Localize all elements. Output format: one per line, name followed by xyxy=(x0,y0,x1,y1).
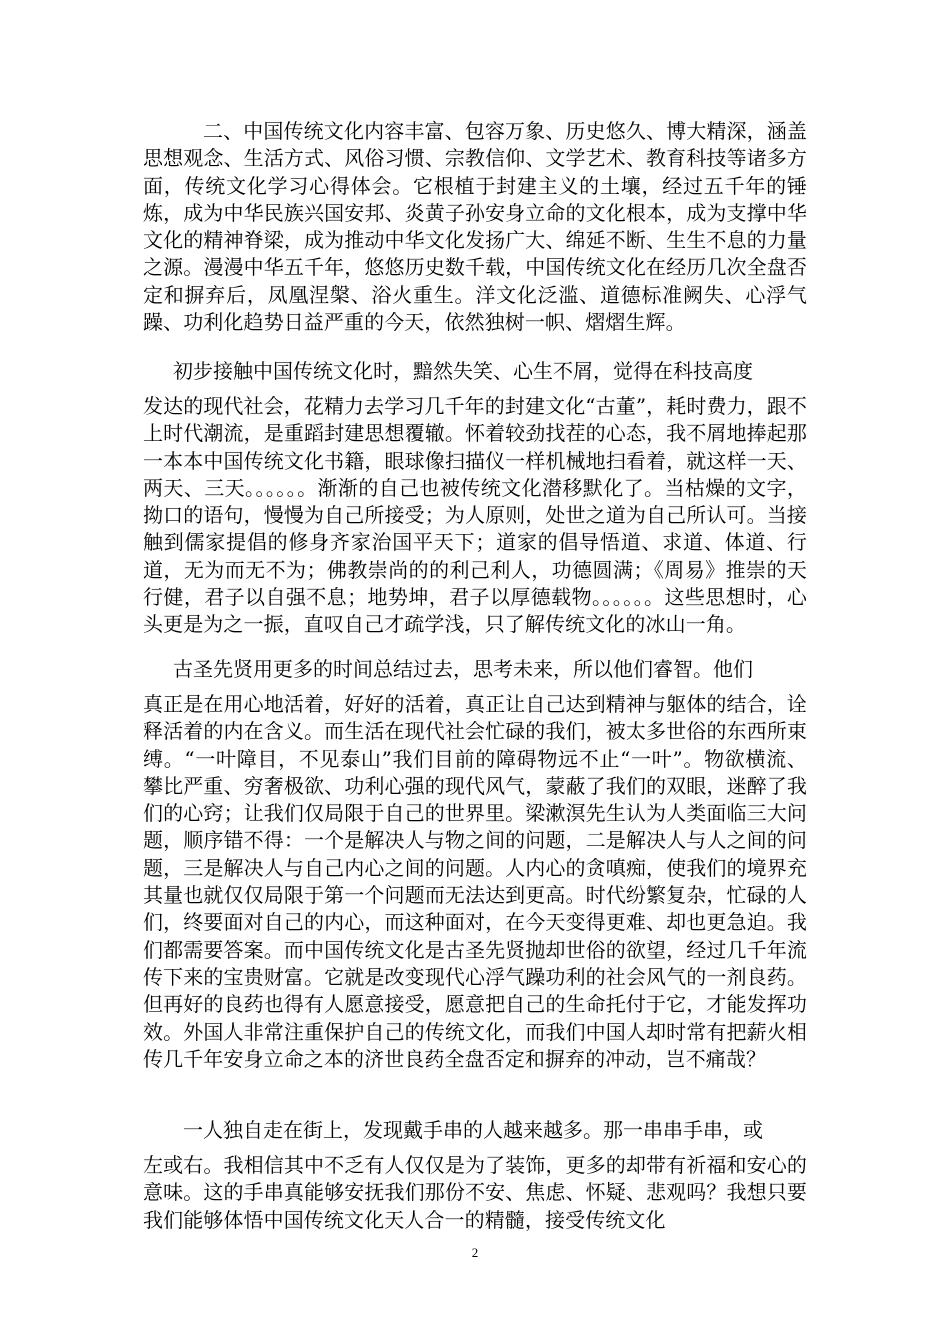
paragraph-sages-body: 真正是在用心地活着，好好的活着，真正让自己达到精神与躯体的结合，诠释活着的内在含义。而生活在现代社会忙碌的我们，被太多世俗的东西所束缚。“一叶障目，不见泰山”我们目前的障碍物远不止“一叶”。物欲横流、攀比严重、穷奢极欲、功利心强的现代风气，蒙蔽了我们的双眼，迷醉了我们的心窍；让我们仅局限于自己的世界里。梁漱溟先生认为人类面临三大问题，顺序错不得：一个是解决人与物之间的问题，二是解决人与人之间的问题，三是解决人与自己内心之间的问题。人内心的贪嗔痴，使我们的境界充其量也就仅仅局限于第一个问题而无法达到更高。时代纷繁复杂，忙碌的人们，终要面对自己的内心，而这种面对，在今天变得更难、却也更急迫。我们都需要答案。而中国传统文化是古圣先贤抛却世俗的欲望，经过几千年流传下来的宝贵财富。它就是改变现代心浮气躁功利的社会风气的一剂良药。但再好的良药也得有人愿意接受，愿意把自己的生命托付于它，才能发挥功效。外国人非常注重保护自己的传统文化，而我们中国人却时常有把薪火相传几千年安身立命之本的济世良药全盘否定和摒弃的冲动，岂不痛哉？ xyxy=(143,692,807,1071)
paragraph-intro: 二、中国传统文化内容丰富、包容万象、历史悠久、博大精深，涵盖思想观念、生活方式、风俗习惯、宗教信仰、文学艺术、教育科技等诸多方面，传统文化学习心得体会。它根植于封建主义的土壤，经过五千年的锤炼，成为中华民族兴国安邦、炎黄子孙安身立命的文化根本，成为支撑中华文化的精神脊梁，成为推动中华文化发扬广大、绵延不断、生生不息的力量之源。漫漫中华五千年，悠悠历史数千载，中国传统文化在经历几次全盘否定和摒弃后，凤凰涅槃、浴火重生。洋文化泛滥、道德标准阙失、心浮气躁、功利化趋势日益严重的今天，依然独树一帜、熠熠生辉。 xyxy=(143,119,807,335)
paragraph-first-contact-line1: 初步接触中国传统文化时，黯然失笑、心生不屑，觉得在科技高度 xyxy=(173,359,753,383)
paragraph-bracelet-body: 左或右。我相信其中不乏有人仅仅是为了装饰，更多的却带有祈福和安心的意味。这的手串真能够安抚我们那份不安、焦虑、怀疑、悲观吗？我想只要我们能够体悟中国传统文化天人合一的精髓，接受传统文化 xyxy=(143,1153,807,1232)
paragraph-bracelet-line1: 一人独自走在街上，发现戴手串的人越来越多。那一串串手串，或 xyxy=(183,1118,763,1142)
page-number: 2 xyxy=(471,1245,479,1260)
paragraph-sages-line1: 古圣先贤用更多的时间总结过去，思考未来，所以他们睿智。他们 xyxy=(173,657,753,681)
paragraph-first-contact-body: 发达的现代社会，花精力去学习几千年的封建文化“古董”，耗时费力，跟不上时代潮流，是重蹈封建思想覆辙。怀着较劲找茬的心态，我不屑地捧起那一本本中国传统文化书籍，眼球像扫描仪一样机械地扫看着，就这样一天、两天、三天。。。。。。渐渐的自己也被传统文化潜移默化了。当枯燥的文字，拗口的语句，慢慢为自己所接受；为人原则，处世之道为自己所认可。当接触到儒家提倡的修身齐家治国平天下；道家的倡导悟道、求道、体道、行道，无为而无不为；佛教崇尚的的利己利人，功德圆满；《周易》推崇的天行健，君子以自强不息；地势坤，君子以厚德载物。。。。。。这些思想时，心头更是为之一振，直叹自己才疏学浅，只了解传统文化的冰山一角。 xyxy=(143,394,807,637)
